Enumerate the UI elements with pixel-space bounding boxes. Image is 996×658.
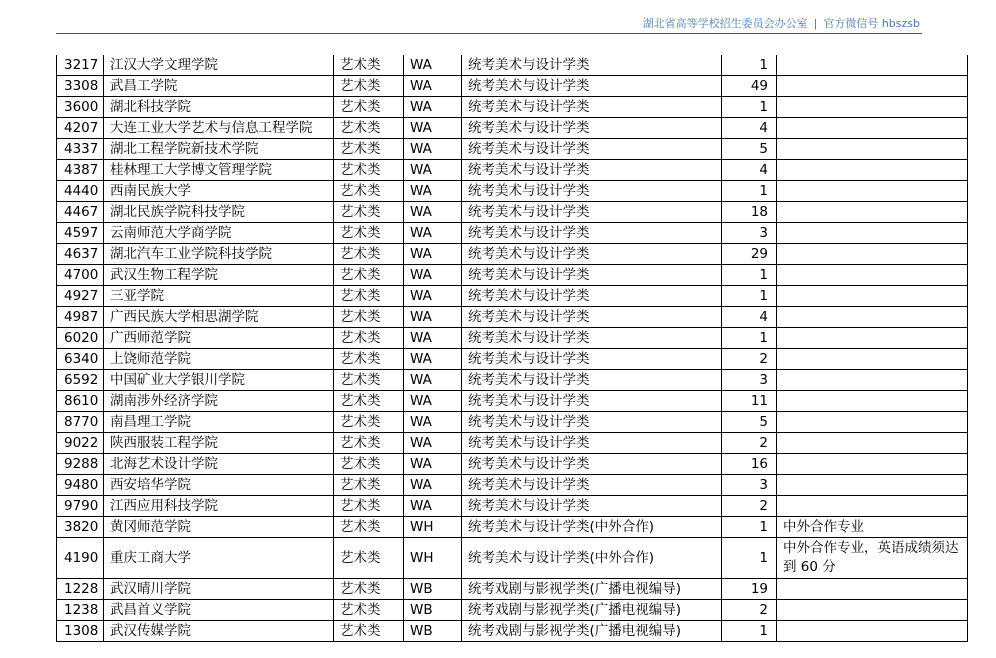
table-row bbox=[57, 412, 968, 433]
school-name-cell: 湖北科技学院 bbox=[104, 97, 334, 118]
school-name-cell: 桂林理工大学博文管理学院 bbox=[104, 160, 334, 181]
plan-type-cell: WA bbox=[404, 349, 462, 370]
school-name-cell: 大连工业大学艺术与信息工程学院 bbox=[104, 118, 334, 139]
school-code-cell: 9288 bbox=[57, 454, 104, 475]
note-cell: 中外合作专业 bbox=[777, 517, 968, 538]
plan-type-cell: WA bbox=[404, 139, 462, 160]
school-code-cell: 9790 bbox=[57, 496, 104, 517]
count-cell: 1 bbox=[722, 328, 777, 349]
school-code-cell: 1228 bbox=[57, 579, 104, 600]
table-row bbox=[57, 118, 968, 139]
table-row bbox=[57, 349, 968, 370]
table-row bbox=[57, 139, 968, 160]
category-cell: 艺术类 bbox=[334, 244, 404, 265]
table-row bbox=[57, 454, 968, 475]
count-cell: 11 bbox=[722, 391, 777, 412]
count-cell: 4 bbox=[722, 118, 777, 139]
count-cell: 1 bbox=[722, 55, 777, 76]
page-header bbox=[643, 15, 920, 31]
category-cell: 艺术类 bbox=[334, 139, 404, 160]
table-row bbox=[57, 181, 968, 202]
count-cell: 3 bbox=[722, 475, 777, 496]
major-cell: 统考美术与设计学类 bbox=[462, 139, 722, 160]
major-cell: 统考美术与设计学类(中外合作) bbox=[462, 517, 722, 538]
header-separator: | bbox=[813, 17, 818, 30]
count-cell: 2 bbox=[722, 600, 777, 621]
major-cell: 统考美术与设计学类 bbox=[462, 475, 722, 496]
major-cell: 统考美术与设计学类 bbox=[462, 76, 722, 97]
school-name-cell: 南昌理工学院 bbox=[104, 412, 334, 433]
note-cell bbox=[777, 600, 968, 621]
major-cell: 统考美术与设计学类 bbox=[462, 391, 722, 412]
table-row bbox=[57, 265, 968, 286]
table-row bbox=[57, 391, 968, 412]
table-row bbox=[57, 76, 968, 97]
school-name-cell: 江西应用科技学院 bbox=[104, 496, 334, 517]
major-cell: 统考美术与设计学类 bbox=[462, 349, 722, 370]
count-cell: 49 bbox=[722, 76, 777, 97]
school-code-cell: 4190 bbox=[57, 538, 104, 579]
major-cell: 统考美术与设计学类(中外合作) bbox=[462, 538, 722, 579]
count-cell: 1 bbox=[722, 181, 777, 202]
school-name-cell: 三亚学院 bbox=[104, 286, 334, 307]
plan-type-cell: WA bbox=[404, 370, 462, 391]
table-row bbox=[57, 496, 968, 517]
school-code-cell: 6592 bbox=[57, 370, 104, 391]
school-code-cell: 4440 bbox=[57, 181, 104, 202]
table-row bbox=[57, 55, 968, 76]
count-cell: 2 bbox=[722, 496, 777, 517]
school-code-cell: 8610 bbox=[57, 391, 104, 412]
category-cell: 艺术类 bbox=[334, 118, 404, 139]
table-row bbox=[57, 286, 968, 307]
note-cell bbox=[777, 55, 968, 76]
plan-type-cell: WA bbox=[404, 286, 462, 307]
note-cell: 中外合作专业，英语成绩须达到 60 分 bbox=[777, 538, 968, 579]
category-cell: 艺术类 bbox=[334, 328, 404, 349]
major-cell: 统考美术与设计学类 bbox=[462, 454, 722, 475]
office-name: 湖北省高等学校招生委员会办公室 bbox=[642, 17, 808, 30]
note-cell bbox=[777, 475, 968, 496]
plan-type-cell: WA bbox=[404, 223, 462, 244]
major-cell: 统考美术与设计学类 bbox=[462, 433, 722, 454]
category-cell: 艺术类 bbox=[334, 600, 404, 621]
plan-type-cell: WB bbox=[404, 621, 462, 642]
plan-type-cell: WA bbox=[404, 307, 462, 328]
note-cell bbox=[777, 454, 968, 475]
school-name-cell: 武汉传媒学院 bbox=[104, 621, 334, 642]
school-code-cell: 4700 bbox=[57, 265, 104, 286]
plan-type-cell: WA bbox=[404, 454, 462, 475]
school-name-cell: 上饶师范学院 bbox=[104, 349, 334, 370]
major-cell: 统考美术与设计学类 bbox=[462, 307, 722, 328]
category-cell: 艺术类 bbox=[334, 286, 404, 307]
table-row bbox=[57, 307, 968, 328]
school-code-cell: 4387 bbox=[57, 160, 104, 181]
table-row bbox=[57, 538, 968, 579]
school-name-cell: 武昌首义学院 bbox=[104, 600, 334, 621]
school-code-cell: 6020 bbox=[57, 328, 104, 349]
major-cell: 统考戏剧与影视学类(广播电视编导) bbox=[462, 579, 722, 600]
plan-type-cell: WA bbox=[404, 118, 462, 139]
school-name-cell: 重庆工商大学 bbox=[104, 538, 334, 579]
category-cell: 艺术类 bbox=[334, 97, 404, 118]
school-name-cell: 武汉晴川学院 bbox=[104, 579, 334, 600]
major-cell: 统考美术与设计学类 bbox=[462, 181, 722, 202]
school-name-cell: 北海艺术设计学院 bbox=[104, 454, 334, 475]
school-code-cell: 9480 bbox=[57, 475, 104, 496]
major-cell: 统考美术与设计学类 bbox=[462, 412, 722, 433]
plan-type-cell: WH bbox=[404, 517, 462, 538]
school-name-cell: 西安培华学院 bbox=[104, 475, 334, 496]
header-rule bbox=[56, 33, 922, 34]
category-cell: 艺术类 bbox=[334, 202, 404, 223]
plan-type-cell: WA bbox=[404, 265, 462, 286]
note-cell bbox=[777, 391, 968, 412]
major-cell: 统考美术与设计学类 bbox=[462, 496, 722, 517]
category-cell: 艺术类 bbox=[334, 391, 404, 412]
note-cell bbox=[777, 328, 968, 349]
count-cell: 2 bbox=[722, 349, 777, 370]
category-cell: 艺术类 bbox=[334, 475, 404, 496]
count-cell: 1 bbox=[722, 286, 777, 307]
table-row bbox=[57, 223, 968, 244]
plan-type-cell: WA bbox=[404, 97, 462, 118]
category-cell: 艺术类 bbox=[334, 307, 404, 328]
major-cell: 统考美术与设计学类 bbox=[462, 160, 722, 181]
school-name-cell: 江汉大学文理学院 bbox=[104, 55, 334, 76]
table-row bbox=[57, 202, 968, 223]
count-cell: 19 bbox=[722, 579, 777, 600]
table-body bbox=[57, 55, 968, 642]
category-cell: 艺术类 bbox=[334, 76, 404, 97]
count-cell: 5 bbox=[722, 139, 777, 160]
note-cell bbox=[777, 349, 968, 370]
count-cell: 16 bbox=[722, 454, 777, 475]
school-name-cell: 中国矿业大学银川学院 bbox=[104, 370, 334, 391]
note-cell bbox=[777, 223, 968, 244]
table-row bbox=[57, 370, 968, 391]
school-code-cell: 3600 bbox=[57, 97, 104, 118]
plan-type-cell: WA bbox=[404, 328, 462, 349]
school-name-cell: 陕西服装工程学院 bbox=[104, 433, 334, 454]
table-row bbox=[57, 621, 968, 642]
table-row bbox=[57, 475, 968, 496]
major-cell: 统考戏剧与影视学类(广播电视编导) bbox=[462, 600, 722, 621]
school-code-cell: 3308 bbox=[57, 76, 104, 97]
table-row bbox=[57, 517, 968, 538]
plan-type-cell: WB bbox=[404, 600, 462, 621]
school-code-cell: 4927 bbox=[57, 286, 104, 307]
note-cell bbox=[777, 433, 968, 454]
school-code-cell: 8770 bbox=[57, 412, 104, 433]
plan-type-cell: WA bbox=[404, 55, 462, 76]
count-cell: 1 bbox=[722, 97, 777, 118]
category-cell: 艺术类 bbox=[334, 265, 404, 286]
category-cell: 艺术类 bbox=[334, 538, 404, 579]
major-cell: 统考美术与设计学类 bbox=[462, 223, 722, 244]
count-cell: 4 bbox=[722, 307, 777, 328]
note-cell bbox=[777, 370, 968, 391]
school-code-cell: 1238 bbox=[57, 600, 104, 621]
plan-type-cell: WA bbox=[404, 244, 462, 265]
table-row bbox=[57, 579, 968, 600]
plan-type-cell: WA bbox=[404, 391, 462, 412]
table-row bbox=[57, 160, 968, 181]
school-code-cell: 4337 bbox=[57, 139, 104, 160]
plan-type-cell: WA bbox=[404, 202, 462, 223]
major-cell: 统考美术与设计学类 bbox=[462, 244, 722, 265]
school-code-cell: 4467 bbox=[57, 202, 104, 223]
major-cell: 统考美术与设计学类 bbox=[462, 118, 722, 139]
category-cell: 艺术类 bbox=[334, 454, 404, 475]
count-cell: 1 bbox=[722, 517, 777, 538]
school-code-cell: 3820 bbox=[57, 517, 104, 538]
plan-type-cell: WA bbox=[404, 433, 462, 454]
count-cell: 1 bbox=[722, 265, 777, 286]
category-cell: 艺术类 bbox=[334, 579, 404, 600]
note-cell bbox=[777, 579, 968, 600]
category-cell: 艺术类 bbox=[334, 370, 404, 391]
school-code-cell: 4637 bbox=[57, 244, 104, 265]
major-cell: 统考戏剧与影视学类(广播电视编导) bbox=[462, 621, 722, 642]
admission-plan-table bbox=[56, 55, 968, 642]
school-name-cell: 武昌工学院 bbox=[104, 76, 334, 97]
category-cell: 艺术类 bbox=[334, 55, 404, 76]
note-cell bbox=[777, 118, 968, 139]
count-cell: 18 bbox=[722, 202, 777, 223]
count-cell: 5 bbox=[722, 412, 777, 433]
plan-type-cell: WA bbox=[404, 181, 462, 202]
major-cell: 统考美术与设计学类 bbox=[462, 286, 722, 307]
school-name-cell: 湖北工程学院新技术学院 bbox=[104, 139, 334, 160]
table-row bbox=[57, 328, 968, 349]
plan-type-cell: WH bbox=[404, 538, 462, 579]
table-row bbox=[57, 600, 968, 621]
major-cell: 统考美术与设计学类 bbox=[462, 202, 722, 223]
category-cell: 艺术类 bbox=[334, 517, 404, 538]
plan-type-cell: WA bbox=[404, 496, 462, 517]
school-code-cell: 3217 bbox=[57, 55, 104, 76]
plan-type-cell: WA bbox=[404, 160, 462, 181]
note-cell bbox=[777, 181, 968, 202]
note-cell bbox=[777, 97, 968, 118]
school-code-cell: 4597 bbox=[57, 223, 104, 244]
note-cell bbox=[777, 76, 968, 97]
school-name-cell: 广西民族大学相思湖学院 bbox=[104, 307, 334, 328]
count-cell: 3 bbox=[722, 223, 777, 244]
category-cell: 艺术类 bbox=[334, 349, 404, 370]
school-code-cell: 1308 bbox=[57, 621, 104, 642]
school-code-cell: 9022 bbox=[57, 433, 104, 454]
major-cell: 统考美术与设计学类 bbox=[462, 265, 722, 286]
note-cell bbox=[777, 244, 968, 265]
plan-type-cell: WA bbox=[404, 76, 462, 97]
note-cell bbox=[777, 202, 968, 223]
note-cell bbox=[777, 265, 968, 286]
school-code-cell: 4987 bbox=[57, 307, 104, 328]
note-cell bbox=[777, 286, 968, 307]
school-name-cell: 湖南涉外经济学院 bbox=[104, 391, 334, 412]
school-name-cell: 西南民族大学 bbox=[104, 181, 334, 202]
count-cell: 29 bbox=[722, 244, 777, 265]
note-cell bbox=[777, 621, 968, 642]
category-cell: 艺术类 bbox=[334, 496, 404, 517]
count-cell: 4 bbox=[722, 160, 777, 181]
table-row bbox=[57, 244, 968, 265]
category-cell: 艺术类 bbox=[334, 412, 404, 433]
major-cell: 统考美术与设计学类 bbox=[462, 370, 722, 391]
note-cell bbox=[777, 307, 968, 328]
table-row bbox=[57, 97, 968, 118]
school-code-cell: 4207 bbox=[57, 118, 104, 139]
note-cell bbox=[777, 139, 968, 160]
note-cell bbox=[777, 160, 968, 181]
note-cell bbox=[777, 496, 968, 517]
school-name-cell: 湖北民族学院科技学院 bbox=[104, 202, 334, 223]
plan-type-cell: WA bbox=[404, 475, 462, 496]
major-cell: 统考美术与设计学类 bbox=[462, 97, 722, 118]
plan-type-cell: WB bbox=[404, 579, 462, 600]
category-cell: 艺术类 bbox=[334, 160, 404, 181]
table-row bbox=[57, 433, 968, 454]
count-cell: 3 bbox=[722, 370, 777, 391]
count-cell: 1 bbox=[722, 621, 777, 642]
category-cell: 艺术类 bbox=[334, 181, 404, 202]
note-cell bbox=[777, 412, 968, 433]
school-name-cell: 云南师范大学商学院 bbox=[104, 223, 334, 244]
school-name-cell: 湖北汽车工业学院科技学院 bbox=[104, 244, 334, 265]
category-cell: 艺术类 bbox=[334, 621, 404, 642]
major-cell: 统考美术与设计学类 bbox=[462, 328, 722, 349]
school-name-cell: 武汉生物工程学院 bbox=[104, 265, 334, 286]
school-name-cell: 广西师范学院 bbox=[104, 328, 334, 349]
school-code-cell: 6340 bbox=[57, 349, 104, 370]
count-cell: 2 bbox=[722, 433, 777, 454]
school-name-cell: 黄冈师范学院 bbox=[104, 517, 334, 538]
wechat-id: 官方微信号 hbszsb bbox=[823, 17, 920, 30]
category-cell: 艺术类 bbox=[334, 223, 404, 244]
major-cell: 统考美术与设计学类 bbox=[462, 55, 722, 76]
plan-type-cell: WA bbox=[404, 412, 462, 433]
count-cell: 1 bbox=[722, 538, 777, 579]
category-cell: 艺术类 bbox=[334, 433, 404, 454]
